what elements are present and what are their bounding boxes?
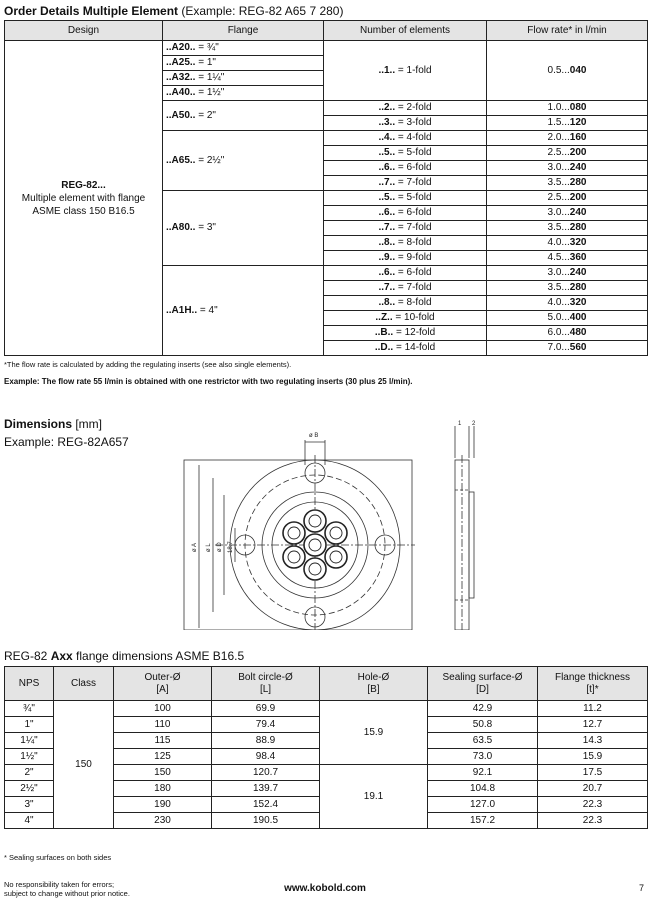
flow-row: 3.5...280	[487, 176, 648, 191]
flange-a32: ..A32.. = 1¼"	[163, 71, 324, 86]
flange-a40: ..A40.. = 1½"	[163, 86, 324, 101]
label-d: ø D	[217, 542, 223, 552]
dimensions-title: Dimensions [mm]	[4, 417, 103, 431]
label-2: 2	[472, 421, 476, 427]
label-a: ø A	[192, 542, 198, 552]
header-flange: Flange	[163, 21, 324, 41]
element-row: ..6.. = 6-fold	[324, 206, 487, 221]
flange-a50: ..A50.. = 2"	[163, 101, 324, 131]
header-design: Design	[5, 21, 163, 41]
element-bottom-left	[283, 546, 305, 568]
flow-row: 6.0...480	[487, 326, 648, 341]
element-row: ..3.. = 3-fold	[324, 116, 487, 131]
order-details-title: Order Details Multiple Element (Example: REG-82 A65 7 280)	[4, 4, 344, 18]
flow-row: 3.0...240	[487, 266, 648, 281]
element-top-right	[325, 522, 347, 544]
table-row: 1¼" 115 88.9 63.5 14.3	[5, 733, 648, 749]
flow-row: 3.0...240	[487, 206, 648, 221]
element-row: ..6.. = 6-fold	[324, 161, 487, 176]
label-1: 1	[458, 421, 462, 427]
dimensions-example: Example: REG-82A657	[4, 435, 129, 449]
element-center	[304, 534, 326, 556]
th-class: Class	[54, 667, 114, 701]
element-row: ..Z.. = 10-fold	[324, 311, 487, 326]
hole-cell-2: 19.1	[320, 765, 428, 829]
flow-row: 5.0...400	[487, 311, 648, 326]
flow-row: 3.5...280	[487, 221, 648, 236]
flow-note: *The flow rate is calculated by adding the regulating inserts (see also single elements).	[4, 360, 292, 369]
header-elements: Number of elements	[324, 21, 487, 41]
side-view-face	[469, 492, 474, 598]
flange-dimensions-table	[4, 666, 648, 829]
th-thick: Flange thickness [t]*	[538, 667, 648, 701]
flow-row: 0.5...040	[487, 41, 648, 101]
sealing-note: * Sealing surfaces on both sides	[4, 853, 112, 862]
header-flow: Flow rate* in l/min	[487, 21, 648, 41]
hole-cell-1: 15.9	[320, 701, 428, 765]
label-18-7: 18.7	[228, 541, 234, 553]
th-outer: Outer-Ø [A]	[114, 667, 212, 701]
flange-a65: ..A65.. = 2½"	[163, 131, 324, 191]
element-row: ..B.. = 12-fold	[324, 326, 487, 341]
order-details-table	[4, 20, 648, 356]
element-row: ..4.. = 4-fold	[324, 131, 487, 146]
element-row: ..6.. = 6-fold	[324, 266, 487, 281]
flange-a1h: ..A1H.. = 4"	[163, 266, 324, 356]
website-link[interactable]: www.kobold.com	[284, 883, 366, 894]
flow-row: 2.5...200	[487, 146, 648, 161]
table-row: 3" 190 152.4 127.0 22.3	[5, 797, 648, 813]
label-b: ø B	[309, 433, 319, 439]
table-row: ¾" 150 100 69.9 15.9 42.9 11.2	[5, 701, 648, 717]
element-row: ..5.. = 5-fold	[324, 146, 487, 161]
page-number: 7	[638, 883, 644, 893]
table-row: 2½" 180 139.7 104.8 20.7	[5, 781, 648, 797]
flange-drawing	[175, 420, 505, 630]
table-row: 1½" 125 98.4 73.0 15.9	[5, 749, 648, 765]
flow-row: 4.5...360	[487, 251, 648, 266]
table-row: 2" 150 120.7 19.1 92.1 17.5	[5, 765, 648, 781]
flange-table-title: REG-82 Axx flange dimensions ASME B16.5	[4, 649, 245, 663]
disclaimer: No responsibility taken for errors; subject to change without prior notice.	[4, 880, 130, 898]
element-row: ..9.. = 9-fold	[324, 251, 487, 266]
element-row: ..1.. = 1-fold	[324, 41, 487, 101]
element-top	[304, 510, 326, 532]
flow-row: 2.5...200	[487, 191, 648, 206]
element-row: ..7.. = 7-fold	[324, 281, 487, 296]
flow-row: 1.0...080	[487, 101, 648, 116]
element-row: ..2.. = 2-fold	[324, 101, 487, 116]
flow-row: 3.0...240	[487, 161, 648, 176]
flow-row: 7.0...560	[487, 341, 648, 356]
flange-a20: ..A20.. = ¾"	[163, 41, 324, 56]
flow-row: 2.0...160	[487, 131, 648, 146]
element-row: ..8.. = 8-fold	[324, 236, 487, 251]
table-row: 1" 110 79.4 50.8 12.7	[5, 717, 648, 733]
element-row: ..7.. = 7-fold	[324, 176, 487, 191]
element-row: ..7.. = 7-fold	[324, 221, 487, 236]
flange-a25: ..A25.. = 1"	[163, 56, 324, 71]
element-bottom	[304, 558, 326, 580]
th-hole: Hole-Ø [B]	[320, 667, 428, 701]
label-l: ø L	[206, 543, 212, 552]
th-nps: NPS	[5, 667, 54, 701]
flow-row: 4.0...320	[487, 296, 648, 311]
element-row: ..D.. = 14-fold	[324, 341, 487, 356]
element-top-left	[283, 522, 305, 544]
th-bolt: Bolt circle-Ø [L]	[212, 667, 320, 701]
flow-row: 1.5...120	[487, 116, 648, 131]
flange-a80: ..A80.. = 3"	[163, 191, 324, 266]
th-seal: Sealing surface-Ø [D]	[428, 667, 538, 701]
element-bottom-right	[325, 546, 347, 568]
flow-row: 3.5...280	[487, 281, 648, 296]
table-row: 4" 230 190.5 157.2 22.3	[5, 813, 648, 829]
element-row: ..5.. = 5-fold	[324, 191, 487, 206]
class-cell: 150	[54, 701, 114, 829]
flow-row: 4.0...320	[487, 236, 648, 251]
design-cell: REG-82... Multiple element with flange ASME class 150 B16.5	[5, 41, 163, 356]
element-row: ..8.. = 8-fold	[324, 296, 487, 311]
example-note: Example: The flow rate 55 l/min is obtained with one restrictor with two regulating inserts (30 plus 25 l/min).	[4, 377, 413, 386]
